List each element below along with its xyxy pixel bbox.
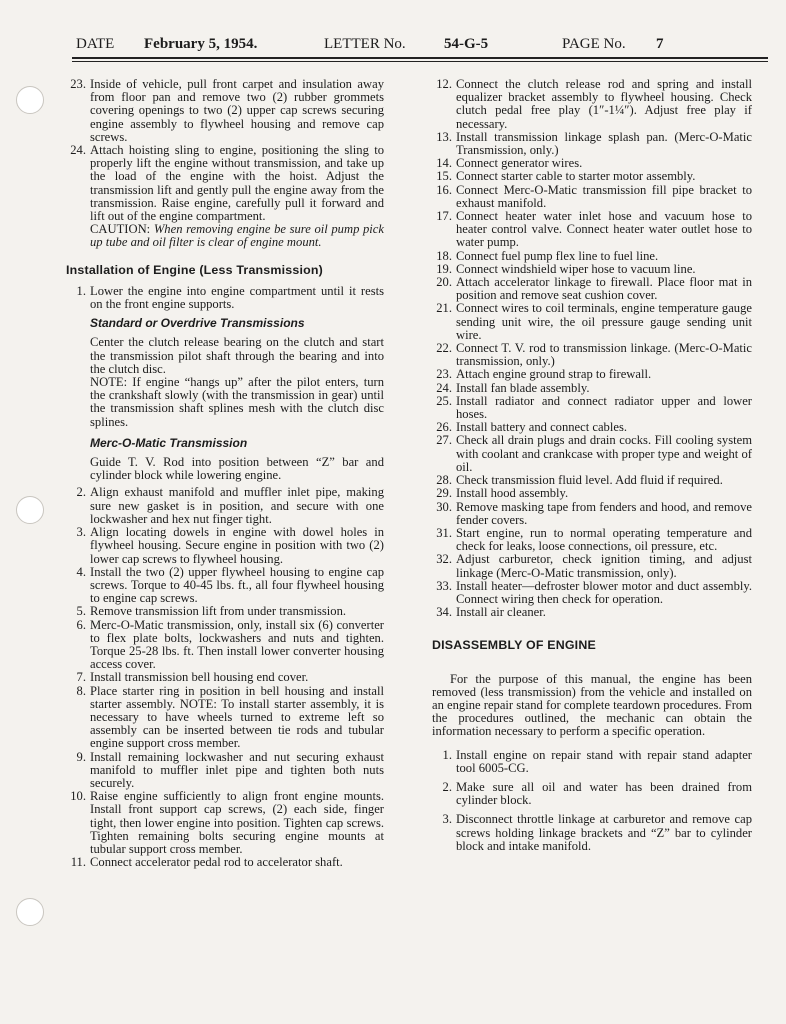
disassembly-intro: For the purpose of this manual, the engine has been removed (less transmission) from the vehicle and installed on an engine repair stand for complete teardown procedures. From the procedures outlined, the mechanic can obtain the information necessary to perform a specific operation. [432,671,752,739]
list-item: 34. Install air cleaner. [436,605,546,620]
list-item: 1. Lower the engine into engine compartment until it rests on the front engine supports. [76,283,384,312]
list-item: 4. Install the two (2) upper flywheel housing to engine cap screws. Torque to 40-45 lbs. ft., all four flywheel housing to engine cap screws. [76,564,384,606]
list-item: 7. Install transmission bell housing end cover. [76,670,309,685]
note-paragraph: NOTE: If engine “hangs up” after the pilot enters, turn the crankshaft slowly (with the transmission in gear) until the transmission shaft splines mesh with the clutch disc splines. [90,375,384,429]
list-item: 10. Raise engine sufficiently to align front engine mounts. Install front support cap screws, (2) each side, finger tight, then lower engine into position. Tighten cap screws. Tighten remaining bolts securing engine mounts at tubular support cross member. [70,789,384,856]
list-item: 5. Remove transmission lift from under transmission. [76,604,347,619]
list-item: 1. Install engine on repair stand with repair stand adapter tool 6005-CG. [442,747,752,775]
list-item: 33. Install heater—defroster blower motor and duct assembly. Connect wiring then check for operation. [436,578,752,606]
list-item: 9. Install remaining lockwasher and nut securing exhaust manifold to muffler inlet pipe and tighten both nuts securely. [76,749,384,790]
list-item: 23. Attach engine ground strap to firewall. [436,367,652,382]
date-label: DATE [76,36,115,52]
list-item: 21. Connect wires to coil terminals, engine temperature gauge sending unit wire, the oil pressure gauge sending unit wire. [436,301,752,342]
subsection-title-standard: Standard or Overdrive Transmissions [90,316,305,331]
standard-paragraph: Center the clutch release bearing on the clutch and start the transmission pilot shaft through the bearing and into the clutch disc. [90,335,384,376]
list-item: 13. Install transmission linkage splash pan. (Merc-O-Matic Transmission, only.) [436,129,752,158]
section-title-disassembly: DISASSEMBLY OF ENGINE [432,638,596,653]
list-item: 6. Merc-O-Matic transmission, only, install six (6) converter to flex plate bolts, lockwashers and nuts and tighten. Torque 25-28 lbs. ft. Then install lower converter housing access cover. [76,617,384,672]
letter-value: 54-G-5 [444,36,489,52]
list-item: 3. Disconnect throttle linkage at carburetor and remove cap screws holding linkage brackets and “Z” bar to cylinder block and intake manifold. [442,812,752,853]
list-item: 15. Connect starter cable to starter motor assembly. [436,169,696,184]
punch-hole-middle [16,496,44,524]
list-item: 32. Adjust carburetor, check ignition timing, and adjust linkage (Merc-O-Matic transmission, only). [436,552,752,580]
list-item: 16. Connect Merc-O-Matic transmission fill pipe bracket to exhaust manifold. [436,182,752,210]
list-item: 28. Check transmission fluid level. Add fluid if required. [436,473,723,488]
subsection-title-mercomatic: Merc-O-Matic Transmission [90,435,248,450]
list-item: 24. Install fan blade assembly. [436,380,590,395]
left-column [66,78,384,869]
page-header [72,36,764,58]
list-item: 12. Connect the clutch release rod and spring and install equalizer bracket assembly to flywheel housing. Check clutch pedal free play (1″-1¼″). Adjust free play if necessary. [436,77,752,131]
list-item: 26. Install battery and connect cables. [436,420,627,435]
list-item: 29. Install hood assembly. [436,486,569,501]
list-item: 19. Connect windshield wiper hose to vacuum line. [436,261,696,276]
list-item: 18. Connect fuel pump flex line to fuel line. [436,248,659,263]
list-item: 31. Start engine, run to normal operating temperature and check for leaks, loose connections, oil pressure, etc. [436,525,752,554]
header-rule-thin [72,61,768,62]
list-item: 11. Connect accelerator pedal rod to accelerator shaft. [70,855,343,870]
mercomatic-paragraph: Guide T. V. Rod into position between “Z” bar and cylinder block while lowering engine. [90,455,384,483]
list-item: 2. Make sure all oil and water has been drained from cylinder block. [442,779,752,808]
page-label: PAGE No. [562,36,626,52]
list-item: 22. Connect T. V. rod to transmission linkage. (Merc-O-Matic transmission, only.) [436,341,752,369]
list-item: 20. Attach accelerator linkage to firewall. Place floor mat in position and remove seat cushion cover. [436,275,752,303]
list-item: 14. Connect generator wires. [436,156,583,171]
list-item: 23. Inside of vehicle, pull front carpet and insulation away from floor pan and remove two (2) rubber grommets covering openings to two (2) upper cap screws securing engine assembly to flywheel housing and remove cap screws. [70,77,384,144]
date-value: February 5, 1954. [144,36,258,52]
list-item: 17. Connect heater water inlet hose and vacuum hose to heater control valve. Connect heater water outlet hose to water pump. [436,209,752,250]
caution-note: CAUTION: When removing engine be sure oil pump pick up tube and oil filter is clear of engine mount. [90,222,384,250]
list-item: 2. Align exhaust manifold and muffler inlet pipe, making sure new gasket is in position, and secure with one lockwasher and hex nut finger tight. [76,485,384,526]
list-item: 3. Align locating dowels in engine with dowel holes in flywheel housing. Secure engine in position with two (2) lower cap screws to flywheel housing. [76,525,384,566]
section-title-installation: Installation of Engine (Less Transmission) [66,262,323,277]
page-value: 7 [656,36,664,52]
list-item: 25. Install radiator and connect radiator upper and lower hoses. [436,393,752,422]
punch-hole-top [16,86,44,114]
letter-label: LETTER No. [324,36,406,52]
list-item: 27. Check all drain plugs and drain cocks. Fill cooling system with coolant and crankcase with proper type and weight of oil. [436,433,752,474]
punch-hole-bottom [16,898,44,926]
right-column [432,78,752,853]
list-item: 30. Remove masking tape from fenders and hood, and remove fender covers. [436,499,752,527]
list-item: 8. Place starter ring in position in bell housing and install starter assembly. NOTE: To install starter assembly, it is necessary to have wheels turned to extreme left so assembly can be inserted between tie rods and tubular engine support cross member. [76,683,384,751]
header-rule-thick [72,57,768,59]
list-item: 24. Attach hoisting sling to engine, positioning the sling to properly lift the engine without transmission, and take up the load of the engine with the hoist. Adjust the transmission lift and gently pull the engine away from the transmission. Raise engine, carefully pull it forward and lift out of the engine compartment. [70,143,384,224]
